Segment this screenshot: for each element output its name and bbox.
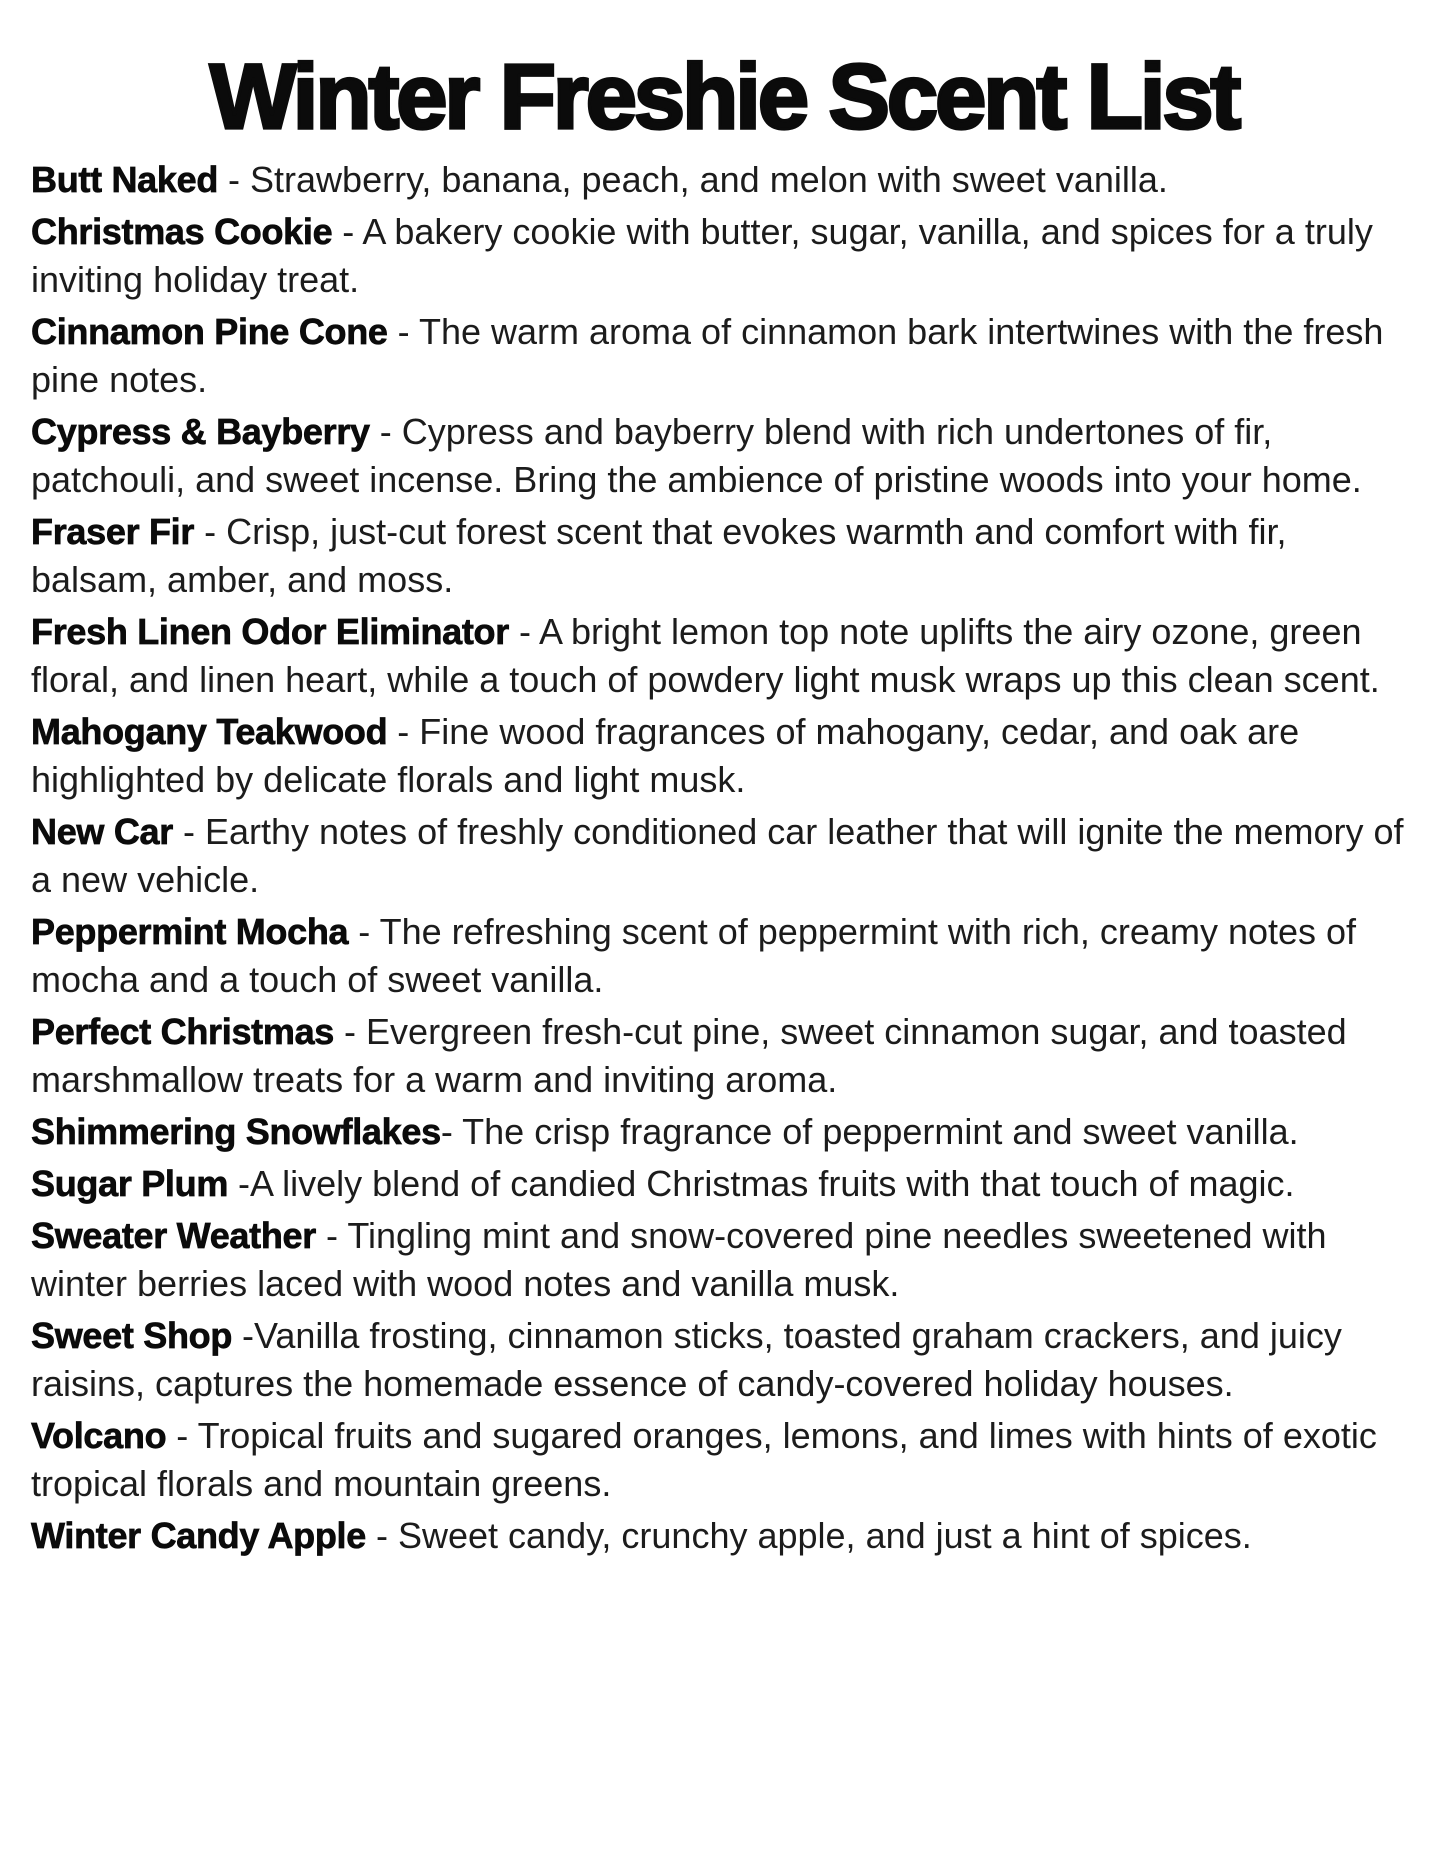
scent-description: Vanilla frosting, cinnamon sticks, toasted graham crackers, and juicy raisins, captures the homemade essence of candy-covered holiday houses. [31,1315,1342,1404]
scent-separator: - [369,411,402,452]
scent-separator: - [334,1011,367,1052]
scent-item [31,308,1417,404]
scent-separator: - [218,159,251,200]
scent-name: Cinnamon Pine Cone [31,311,388,352]
scent-name: Butt Naked [31,159,219,200]
scent-separator: - [365,1515,398,1556]
scent-name: Sugar Plum [31,1163,229,1204]
scent-item [31,1008,1417,1104]
scent-description: A bright lemon top note uplifts the airy ozone, green floral, and linen heart, while a touch of powdery light musk wraps up this clean scent. [31,611,1380,700]
scent-description: Strawberry, banana, peach, and melon with sweet vanilla. [250,159,1168,200]
scent-separator: - [194,511,227,552]
scent-item [31,208,1417,304]
scent-name: Perfect Christmas [31,1011,335,1052]
scent-name: Cypress & Bayberry [31,411,370,452]
scent-description: The crisp fragrance of peppermint and sweet vanilla. [462,1111,1299,1152]
scent-name: Mahogany Teakwood [31,711,388,752]
scent-name: Winter Candy Apple [31,1515,366,1556]
scent-description: A bakery cookie with butter, sugar, vanilla, and spices for a truly inviting holiday treat. [31,211,1373,300]
scent-separator: - [166,1415,198,1456]
scent-description: The refreshing scent of peppermint with rich, creamy notes of mocha and a touch of sweet vanilla. [31,911,1357,1000]
scent-separator: - [387,711,420,752]
scent-item [31,1212,1417,1308]
scent-description: Cypress and bayberry blend with rich undertones of fir, patchouli, and sweet incense. Bring the ambience of pristine woods into your home. [31,411,1362,500]
page-title: Winter Freshie Scent List [209,46,1239,148]
scent-name: Volcano [31,1415,167,1456]
scent-description: Sweet candy, crunchy apple, and just a hint of spices. [397,1515,1252,1556]
scent-description: Tropical fruits and sugared oranges, lemons, and limes with hints of exotic tropical florals and mountain greens. [31,1415,1377,1504]
scent-description: Earthy notes of freshly conditioned car leather that will ignite the memory of a new vehicle. [31,811,1404,900]
scent-name: Shimmering Snowflakes [31,1111,441,1152]
scent-description: Evergreen fresh-cut pine, sweet cinnamon sugar, and toasted marshmallow treats for a warm and inviting aroma. [31,1011,1347,1100]
scent-item [31,156,1417,204]
scent-separator: - [508,611,539,652]
scent-description: A lively blend of candied Christmas fruits with that touch of magic. [250,1163,1295,1204]
scent-separator: - [315,1215,348,1256]
scent-separator: - [332,211,363,252]
scent-separator: - [228,1163,251,1204]
scent-separator: - [348,911,380,952]
scent-description: The warm aroma of cinnamon bark intertwines with the fresh pine notes. [31,311,1384,400]
scent-name: Sweet Shop [31,1315,233,1356]
scent-item [31,808,1417,904]
scent-item [31,908,1417,1004]
scent-list [31,156,1417,1560]
scent-separator: - [440,1111,463,1152]
scent-description: Crisp, just-cut forest scent that evokes warmth and comfort with fir, balsam, amber, and moss. [31,511,1287,600]
scent-item [31,408,1417,504]
scent-item [31,1312,1417,1408]
scent-separator: - [232,1315,255,1356]
scent-name: Fraser Fir [31,511,195,552]
scent-item [31,608,1417,704]
scent-name: New Car [31,811,173,852]
scent-name: Fresh Linen Odor Eliminator [31,611,509,652]
scent-description: Tingling mint and snow-covered pine needles sweetened with winter berries laced with wood notes and vanilla musk. [31,1215,1327,1304]
scent-item [31,1160,1417,1208]
scent-item [31,708,1417,804]
scent-item [31,1512,1417,1560]
scent-name: Peppermint Mocha [31,911,349,952]
scent-name: Sweater Weather [31,1215,316,1256]
scent-separator: - [387,311,419,352]
scent-name: Christmas Cookie [31,211,333,252]
scent-item [31,508,1417,604]
scent-description: Fine wood fragrances of mahogany, cedar, and oak are highlighted by delicate florals and light musk. [31,711,1300,800]
scent-item [31,1412,1417,1508]
scent-item [31,1108,1417,1156]
scent-separator: - [172,811,205,852]
